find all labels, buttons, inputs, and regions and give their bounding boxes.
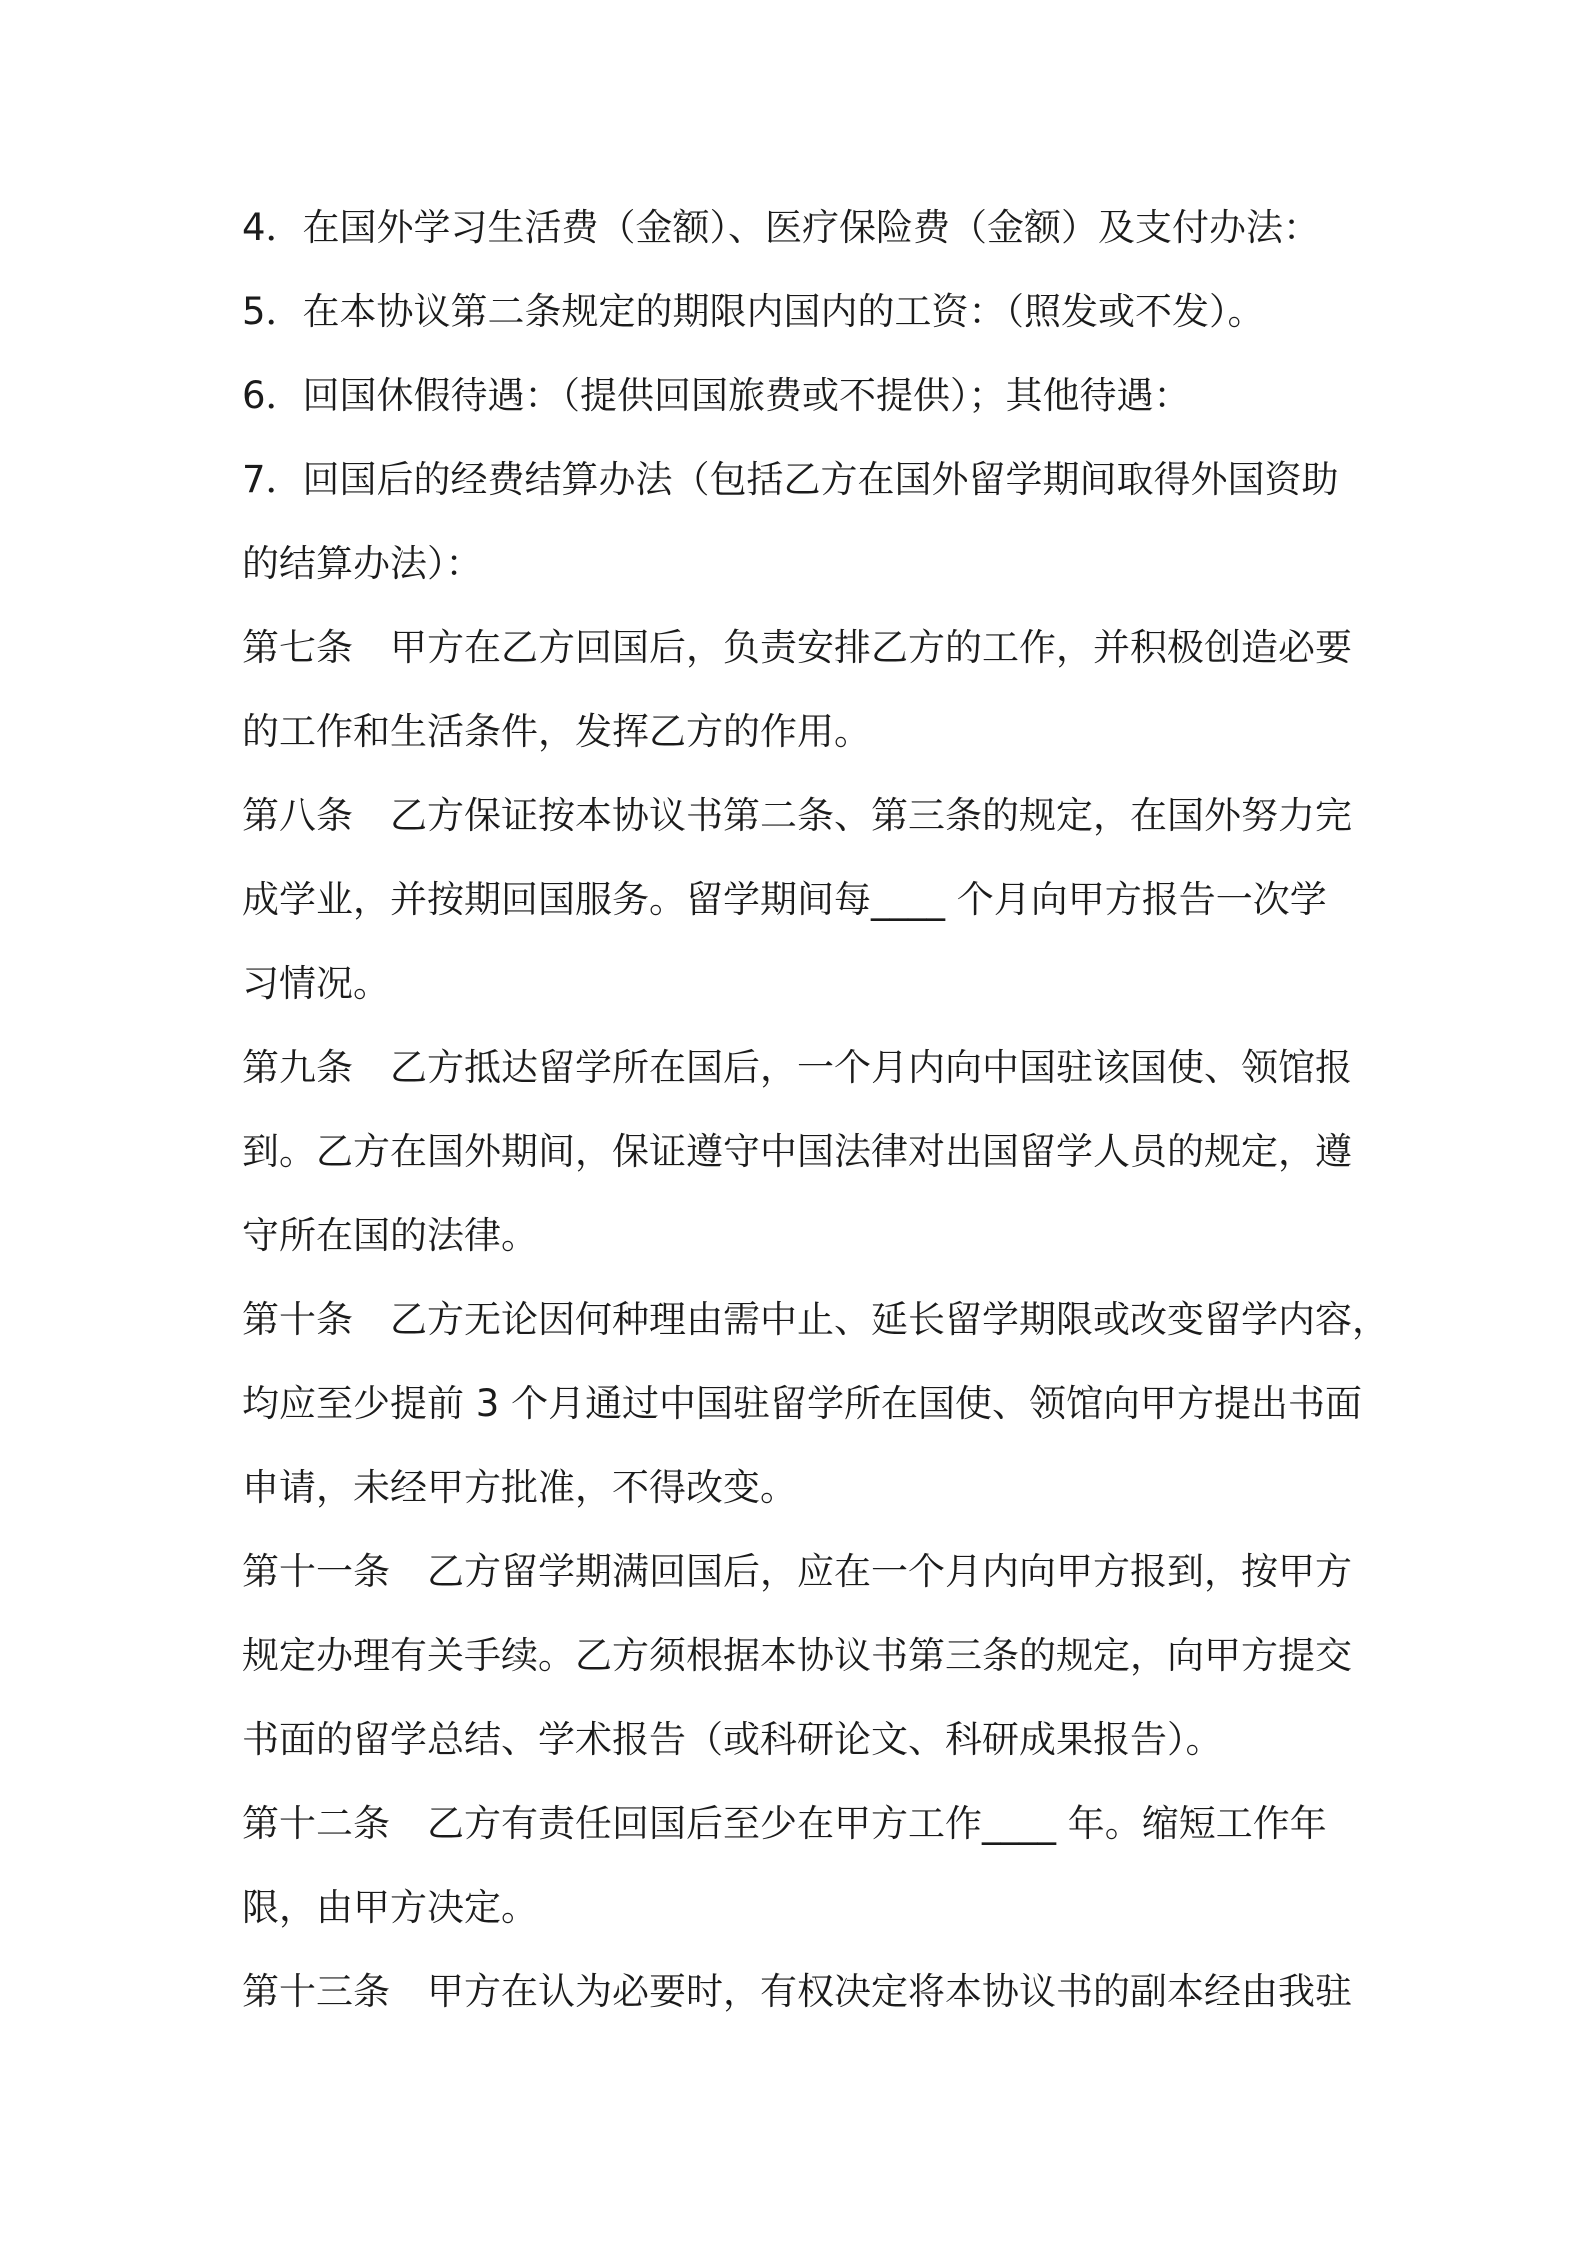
text-line: 守所在国的法律。 [242, 1214, 538, 1257]
article-12 [242, 1782, 1586, 1950]
text-line: 成学业，并按期回国服务。留学期间每____ 个月向甲方报告一次学 [242, 878, 1327, 921]
clause-item-7 [242, 438, 1586, 606]
text-line: 5．在本协议第二条规定的期限内国内的工资：（照发或不发）。 [242, 290, 1265, 333]
text-line: 的结算办法）： [242, 542, 483, 585]
article-10 [242, 1278, 1586, 1530]
text-line: 第九条 乙方抵达留学所在国后，一个月内向中国驻该国使、领馆报 [242, 1046, 1352, 1089]
text-line: 第八条 乙方保证按本协议书第二条、第三条的规定，在国外努力完 [242, 794, 1352, 837]
text-line: 书面的留学总结、学术报告（或科研论文、科研成果报告）。 [242, 1718, 1223, 1761]
text-line: 4．在国外学习生活费（金额）、医疗保险费（金额）及支付办法： [242, 206, 1321, 249]
text-line: 到。乙方在国外期间，保证遵守中国法律对出国留学人员的规定，遵 [242, 1130, 1352, 1173]
article-9 [242, 1026, 1586, 1278]
text-line: 第十二条 乙方有责任回国后至少在甲方工作____ 年。缩短工作年 [242, 1802, 1327, 1845]
text-line: 第十三条 甲方在认为必要时，有权决定将本协议书的副本经由我驻 [242, 1970, 1352, 2013]
text-line: 第七条 甲方在乙方回国后，负责安排乙方的工作，并积极创造必要 [242, 626, 1352, 669]
text-line: 7．回国后的经费结算办法（包括乙方在国外留学期间取得外国资助 [242, 458, 1339, 501]
text-line: 限，由甲方决定。 [242, 1886, 538, 1929]
text-line: 规定办理有关手续。乙方须根据本协议书第三条的规定，向甲方提交 [242, 1634, 1352, 1677]
clause-item-4 [242, 186, 1586, 270]
clause-item-5 [242, 270, 1586, 354]
text-line: 的工作和生活条件，发挥乙方的作用。 [242, 710, 871, 753]
article-8 [242, 774, 1586, 1026]
text-line: 第十一条 乙方留学期满回国后，应在一个月内向甲方报到，按甲方 [242, 1550, 1352, 1593]
article-13 [242, 1950, 1586, 2034]
text-line: 第十条 乙方无论因何种理由需中止、延长留学期限或改变留学内容， [242, 1298, 1389, 1341]
article-7 [242, 606, 1586, 774]
clause-item-6 [242, 354, 1586, 438]
text-line: 习情况。 [242, 962, 390, 1005]
article-11 [242, 1530, 1586, 1782]
text-line: 均应至少提前 3 个月通过中国驻留学所在国使、领馆向甲方提出书面 [242, 1382, 1363, 1425]
text-line: 6．回国休假待遇：（提供回国旅费或不提供）；其他待遇： [242, 374, 1191, 417]
text-line: 申请，未经甲方批准，不得改变。 [242, 1466, 797, 1509]
